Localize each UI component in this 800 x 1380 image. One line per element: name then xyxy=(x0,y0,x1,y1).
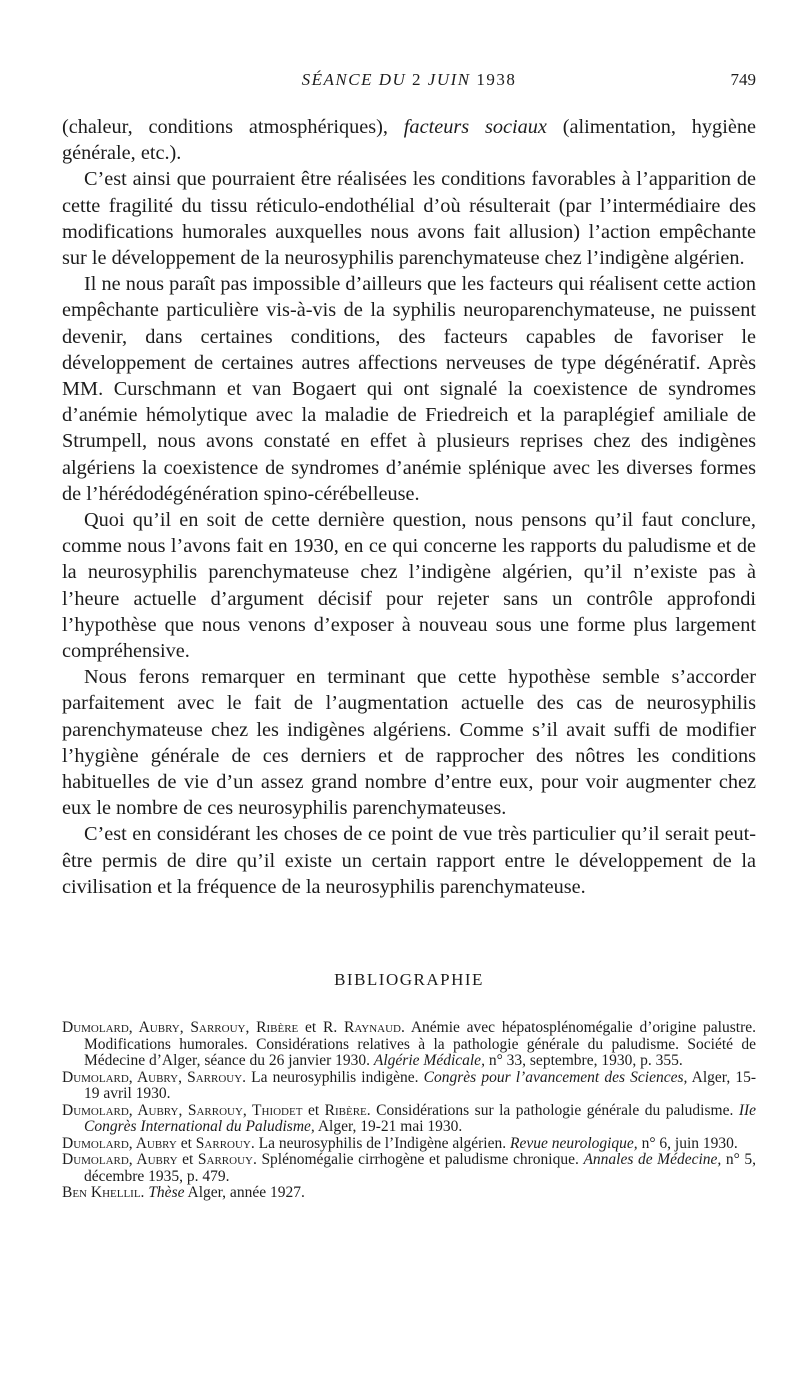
reference-authors: Dumolard, Aubry, Sarrouy, Thiodet xyxy=(62,1101,303,1119)
reference-conjunction: et xyxy=(307,1101,320,1119)
reference-conjunction: et xyxy=(305,1019,317,1037)
reference-text: Considérations sur la pathologie générale du paludisme. xyxy=(376,1101,734,1119)
reference-conjunction: et xyxy=(182,1151,194,1169)
running-title xyxy=(62,70,756,90)
paragraph-1-start: (chaleur, conditions atmosphériques), xyxy=(62,116,388,138)
reference-authors-last: R. Raynaud. xyxy=(323,1019,405,1037)
paragraph-5: Nous ferons remarquer en terminant que cette hypothèse semble s’accorder parfaitement avec le fait de l’augmentation actuelle des cas de neurosyphilis parenchymateuse chez les indigènes algériens. Comme s’il avait suffi de modifier l’hygiène générale de ces derniers et de rapprocher des nôtres les conditions habituelles de vie d’un assez grand nombre d’entre eux, pour voir augmenter chez eux le nombre de ces neurosyphilis parenchymateuses. xyxy=(62,666,756,820)
paragraph-4: Quoi qu’il en soit de cette dernière question, nous pensons qu’il faut conclure, comme nous l’avons fait en 1930, en ce qui concerne les rapports du paludisme et de la neurosyphilis parenchymateuse chez l’indigène algérien, qu’il n’existe pas à l’heure actuelle d’argument décisif pour rejeter sans un contrôle approfondi l’hypothèse que nous venons d’exposer à nouveau sous une forme plus largement compréhensive. xyxy=(62,509,756,663)
reference-authors-last: Sarrouy. xyxy=(197,1151,257,1169)
reference-tail: Alger, 15-19 avril 1930. xyxy=(84,1068,756,1103)
reference-text: La neurosyphilis indigène. xyxy=(251,1068,419,1086)
reference-journal: IIe Congrès International du Paludisme, xyxy=(84,1101,757,1136)
running-title-month: JUIN xyxy=(427,70,471,89)
reference-tail: n° 5, décembre 1935, p. 479. xyxy=(84,1151,757,1185)
reference-journal: Algérie Médicale, xyxy=(373,1052,485,1070)
page xyxy=(62,70,756,1202)
reference-authors: Dumolard, Aubry xyxy=(62,1151,178,1169)
paragraph-2: C’est ainsi que pourraient être réalisées les conditions favorables à l’apparition de cette fragilité du tissu réticulo-endothélial d’où résulterait (par l’intermédiaire des modifications humorales auxquelles nous avons fait allusion) l’action empêchante sur le développement de la neurosyphilis parenchymateuse chez l’indigène algérien. xyxy=(62,168,756,270)
reference-tail: Alger, année 1927. xyxy=(187,1184,305,1202)
bibliography-heading: BIBLIOGRAPHIE xyxy=(334,970,484,990)
reference-text: Splénomégalie cirrhogène et paludisme chronique. xyxy=(261,1151,579,1169)
running-title-day: 2 xyxy=(412,70,423,89)
reference-authors-last: Sarrouy. xyxy=(195,1134,255,1152)
reference-2 xyxy=(62,1070,756,1103)
reference-tail: n° 33, septembre, 1930, p. 355. xyxy=(488,1052,683,1070)
reference-6 xyxy=(62,1185,756,1202)
paragraph-3: Il ne nous paraît pas impossible d’ailleurs que les facteurs qui réalisent cette action empêchante particulière vis-à-vis de la syphilis neuroparenchymateuse, ne puissent devenir, dans certaines conditions, des facteurs capables de favoriser le développement de certaines autres affections nerveuses de type dégénératif. Après MM. Curschmann et van Bogaert qui ont signalé la coexistence de syndromes d’anémie hémolytique avec la maladie de Friedreich et la paraplégief amiliale de Strumpell, nous avons constaté en effet à plusieurs reprises chez des indigènes algériens la coexistence de syndromes d’anémie splénique avec les diverses formes de l’hérédodégénération spino-cérébelleuse. xyxy=(62,273,756,505)
reference-4 xyxy=(62,1136,756,1153)
body-text xyxy=(62,114,756,900)
reference-authors: Ben Khellil. xyxy=(62,1184,145,1202)
bibliography xyxy=(62,1020,756,1202)
reference-journal: Revue neurologique, xyxy=(510,1134,638,1152)
reference-tail: n° 6, juin 1930. xyxy=(641,1134,738,1152)
reference-authors: Dumolard, Aubry, Sarrouy. xyxy=(62,1068,247,1086)
running-title-text: SÉANCE DU xyxy=(301,70,407,89)
reference-journal: Annales de Médecine, xyxy=(583,1151,722,1169)
reference-conjunction: et xyxy=(180,1134,192,1152)
reference-journal: Thèse xyxy=(148,1184,185,1202)
paragraph-1-end: (alimentation, hygiène générale, etc.). xyxy=(62,116,756,165)
reference-text: Anémie avec hépatosplénomégalie d’origine palustre. Modifications humorales. Considérations relatives à la pathologie générale du paludisme. Société de Médecine d’Alger, séance du 26 janvier 1930. xyxy=(84,1019,756,1070)
paragraph-1 xyxy=(62,114,756,166)
reference-authors-last: Ribère. xyxy=(324,1101,371,1119)
reference-text: La neurosyphilis de l’Indigène algérien. xyxy=(258,1134,507,1152)
reference-authors: Dumolard, Aubry, Sarrouy, Ribère xyxy=(62,1019,299,1037)
reference-1 xyxy=(62,1020,756,1070)
reference-3 xyxy=(62,1103,756,1136)
reference-authors: Dumolard, Aubry xyxy=(62,1134,177,1152)
reference-5 xyxy=(62,1152,756,1185)
running-title-year: 1938 xyxy=(476,70,517,89)
paragraph-1-italic: facteurs sociaux xyxy=(403,116,547,138)
page-number: 749 xyxy=(730,70,756,89)
paragraph-6: C’est en considérant les choses de ce point de vue très particulier qu’il serait peut-être permis de dire qu’il existe un certain rapport entre le développement de la civilisation et la fréquence de la neurosyphilis parenchymateuse. xyxy=(62,823,756,898)
reference-tail: Alger, 19-21 mai 1930. xyxy=(317,1118,463,1136)
running-header xyxy=(62,70,756,94)
reference-journal: Congrès pour l’avancement des Sciences, xyxy=(423,1068,688,1086)
